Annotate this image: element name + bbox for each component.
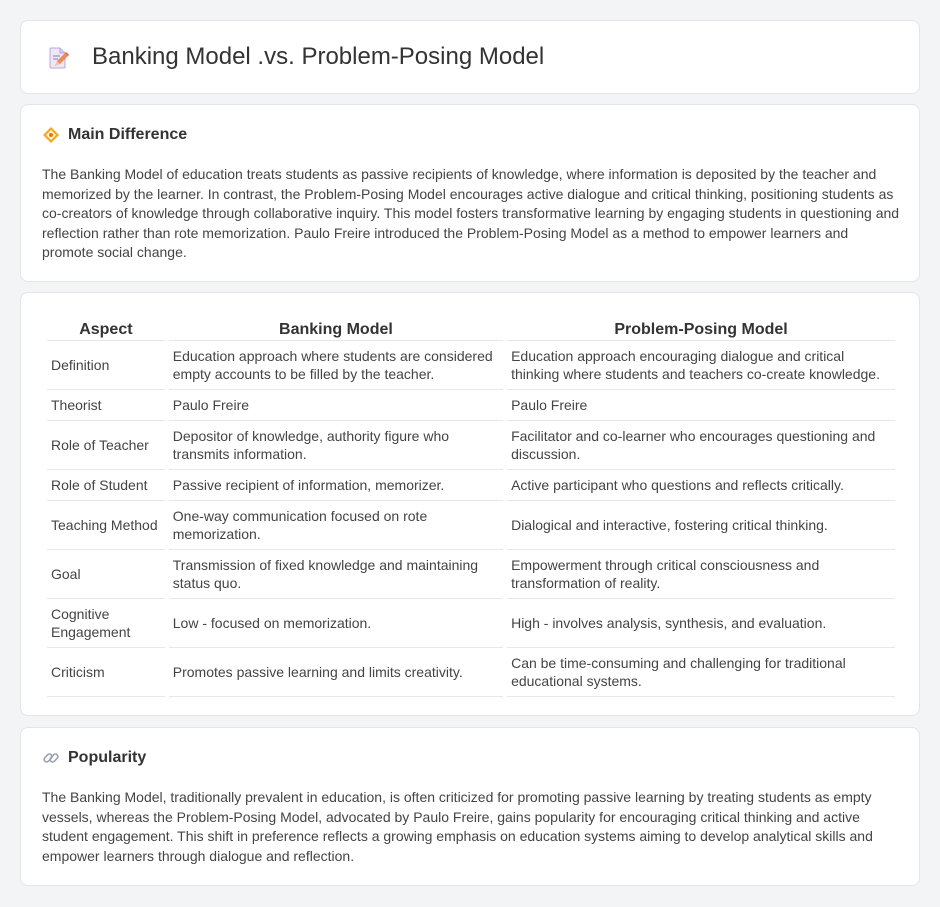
- table-header-row: [47, 315, 895, 341]
- aspect-cell: Role of Teacher: [47, 421, 165, 470]
- main-difference-section: [20, 104, 920, 282]
- problem-posing-cell: Paulo Freire: [507, 390, 895, 421]
- table-row: [47, 421, 895, 470]
- popularity-text: The Banking Model, traditionally prevalent in education, is often criticized for promoting passive learning by treating students as empty vessels, whereas the Problem-Posing Model, advocated by Paulo Freire, gains popularity for encouraging critical thinking and active student engagement. This shift in preference reflects a growing emphasis on education systems aiming to develop analytical skills and empower learners through dialogue and reflection.: [42, 789, 873, 864]
- section-heading: Main Difference: [68, 126, 188, 143]
- banking-cell: Low - focused on memorization.: [169, 599, 503, 648]
- banking-cell: Transmission of fixed knowledge and maintaining status quo.: [169, 550, 503, 599]
- problem-posing-cell: Dialogical and interactive, fostering critical thinking.: [507, 501, 895, 550]
- problem-posing-cell: Education approach encouraging dialogue and critical thinking where students and teachers co-create knowledge.: [507, 341, 895, 390]
- aspect-cell: Cognitive Engagement: [47, 599, 165, 648]
- header-card: [20, 20, 920, 94]
- column-header: Aspect: [47, 315, 165, 341]
- banking-cell: Promotes passive learning and limits creativity.: [169, 648, 503, 697]
- page-title: Banking Model .vs. Problem-Posing Model: [92, 43, 545, 70]
- table-row: [47, 390, 895, 421]
- banking-cell: Depositor of knowledge, authority figure who transmits information.: [169, 421, 503, 470]
- column-header: Problem-Posing Model: [507, 315, 895, 341]
- aspect-cell: Role of Student: [47, 470, 165, 501]
- problem-posing-cell: Can be time-consuming and challenging for traditional educational systems.: [507, 648, 895, 697]
- table-row: [47, 501, 895, 550]
- comparison-table: [43, 315, 899, 697]
- banking-cell: Passive recipient of information, memorizer.: [169, 470, 503, 501]
- column-header: Banking Model: [169, 315, 503, 341]
- problem-posing-cell: Empowerment through critical consciousness and transformation of reality.: [507, 550, 895, 599]
- aspect-cell: Theorist: [47, 390, 165, 421]
- comparison-section: [20, 292, 920, 716]
- banking-cell: Education approach where students are considered empty accounts to be filled by the teacher.: [169, 341, 503, 390]
- aspect-cell: Criticism: [47, 648, 165, 697]
- table-row: [47, 599, 895, 648]
- problem-posing-cell: Active participant who questions and reflects critically.: [507, 470, 895, 501]
- banking-cell: One-way communication focused on rote memorization.: [169, 501, 503, 550]
- problem-posing-cell: Facilitator and co-learner who encourages questioning and discussion.: [507, 421, 895, 470]
- main-difference-text: The Banking Model of education treats students as passive recipients of knowledge, where information is deposited by the teacher and memorized by the learner. In contrast, the Problem-Posing Model encourages active dialogue and critical thinking, positioning students as co-creators of knowledge through collaborative inquiry. This model fosters transformative learning by engaging students in questioning and reflection rather than rote memorization. Paulo Freire introduced the Problem-Posing Model as a method to empower learners and promote social change.: [42, 166, 900, 261]
- banking-cell: Paulo Freire: [169, 390, 503, 421]
- aspect-cell: Goal: [47, 550, 165, 599]
- table-row: [47, 470, 895, 501]
- table-row: [47, 341, 895, 390]
- aspect-cell: Teaching Method: [47, 501, 165, 550]
- document-edit-icon: [46, 46, 70, 70]
- popularity-section: [20, 727, 920, 886]
- problem-posing-cell: High - involves analysis, synthesis, and evaluation.: [507, 599, 895, 648]
- aspect-cell: Definition: [47, 341, 165, 390]
- diamond-signs-icon: [42, 126, 60, 144]
- table-row: [47, 648, 895, 697]
- link-icon: [42, 749, 60, 767]
- table-row: [47, 550, 895, 599]
- section-heading: Popularity: [68, 749, 147, 766]
